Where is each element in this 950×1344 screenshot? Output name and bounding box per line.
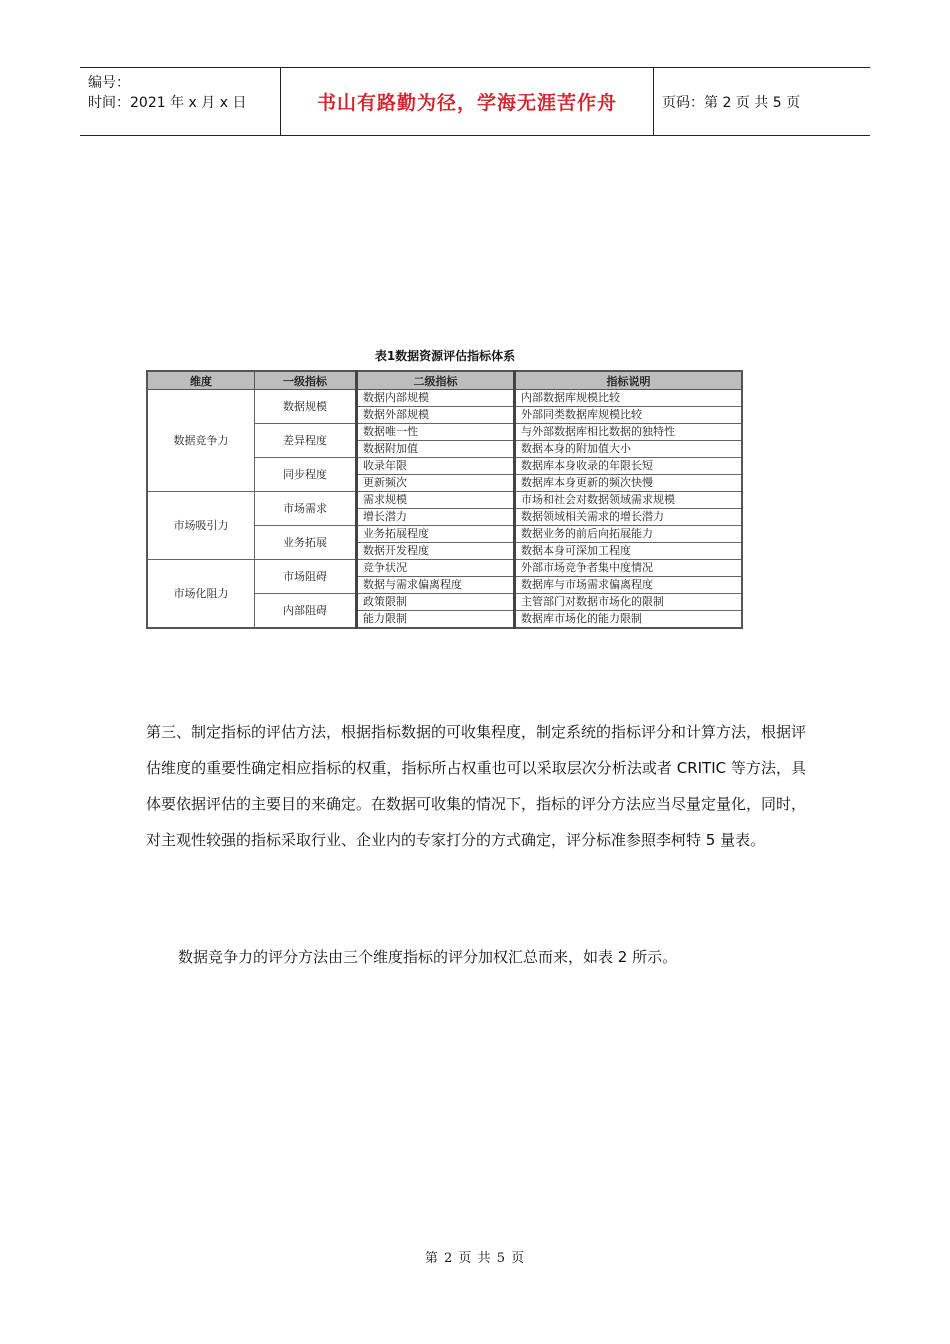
indicator-description-cell: 与外部数据库相比数据的独特性 [515, 424, 743, 441]
table-body [147, 390, 742, 629]
table-title: 表1数据资源评估指标体系 [374, 349, 516, 363]
level2-indicator-cell: 数据与需求偏离程度 [357, 577, 515, 594]
level1-indicator-cell: 同步程度 [255, 458, 357, 492]
level2-indicator-cell: 数据唯一性 [357, 424, 515, 441]
document-time-label: 时间：2021 年 x 月 x 日 [88, 95, 247, 111]
level2-indicator-cell: 数据附加值 [357, 441, 515, 458]
level1-indicator-cell: 数据规模 [255, 390, 357, 424]
indicator-description-cell: 数据库本身更新的频次快慢 [515, 475, 743, 492]
indicator-description-cell: 数据本身的附加值大小 [515, 441, 743, 458]
indicator-description-cell: 数据库本身收录的年限长短 [515, 458, 743, 475]
table-row [147, 560, 742, 577]
header-motto: 书山有路勤为径，学海无涯苦作舟 [281, 68, 654, 135]
level1-indicator-cell: 内部阻碍 [255, 594, 357, 629]
table-header-cell: 维度 [147, 371, 255, 390]
level2-indicator-cell: 政策限制 [357, 594, 515, 611]
page-header [80, 67, 870, 136]
header-meta [80, 68, 281, 135]
body-paragraph: 数据竞争力的评分方法由三个维度指标的评分加权汇总而来，如表 2 所示。 [178, 948, 678, 966]
indicator-description-cell: 数据领域相关需求的增长潜力 [515, 509, 743, 526]
body-paragraph: 第三、制定指标的评估方法，根据指标数据的可收集程度，制定系统的指标评分和计算方法，根据评估维度的重要性确定相应指标的权重，指标所占权重也可以采取层次分析法或者 CRITIC 等方法，具体要依据评估的主要目的来确定。在数据可收集的情况下，指标的评分方法应当尽量定量化，同时，对主观性较强的指标采取行业、企业内的专家打分的方式确定，评分标准参照李柯特 5 量表。 [146, 723, 807, 849]
level2-indicator-cell: 数据外部规模 [357, 407, 515, 424]
level1-indicator-cell: 业务拓展 [255, 526, 357, 560]
indicator-description-cell: 外部同类数据库规模比较 [515, 407, 743, 424]
page-footer: 第 2 页 共 5 页 [424, 1251, 526, 1266]
table-row [147, 390, 742, 407]
table-row [147, 492, 742, 509]
document-number-label: 编号： [88, 75, 130, 91]
dimension-cell: 数据竞争力 [147, 390, 255, 492]
indicator-description-cell: 外部市场竞争者集中度情况 [515, 560, 743, 577]
level1-indicator-cell: 市场需求 [255, 492, 357, 526]
indicator-description-cell: 数据业务的前后向拓展能力 [515, 526, 743, 543]
dimension-cell: 市场化阻力 [147, 560, 255, 629]
table-header-row [147, 371, 742, 390]
table-header-cell: 指标说明 [515, 371, 743, 390]
level2-indicator-cell: 数据内部规模 [357, 390, 515, 407]
level2-indicator-cell: 收录年限 [357, 458, 515, 475]
level2-indicator-cell: 数据开发程度 [357, 543, 515, 560]
level1-indicator-cell: 市场阻碍 [255, 560, 357, 594]
indicator-description-cell: 市场和社会对数据领域需求规模 [515, 492, 743, 509]
level2-indicator-cell: 增长潜力 [357, 509, 515, 526]
dimension-cell: 市场吸引力 [147, 492, 255, 560]
indicator-description-cell: 主管部门对数据市场化的限制 [515, 594, 743, 611]
table-header-cell: 一级指标 [255, 371, 357, 390]
level2-indicator-cell: 需求规模 [357, 492, 515, 509]
indicator-description-cell: 内部数据库规模比较 [515, 390, 743, 407]
indicator-description-cell: 数据本身可深加工程度 [515, 543, 743, 560]
indicator-description-cell: 数据库与市场需求偏离程度 [515, 577, 743, 594]
level2-indicator-cell: 业务拓展程度 [357, 526, 515, 543]
indicator-description-cell: 数据库市场化的能力限制 [515, 611, 743, 629]
level2-indicator-cell: 能力限制 [357, 611, 515, 629]
level1-indicator-cell: 差异程度 [255, 424, 357, 458]
header-page-info: 页码：第 2 页 共 5 页 [662, 94, 801, 111]
indicator-table [146, 370, 743, 629]
level2-indicator-cell: 更新频次 [357, 475, 515, 492]
table-header-cell: 二级指标 [357, 371, 515, 390]
level2-indicator-cell: 竞争状况 [357, 560, 515, 577]
